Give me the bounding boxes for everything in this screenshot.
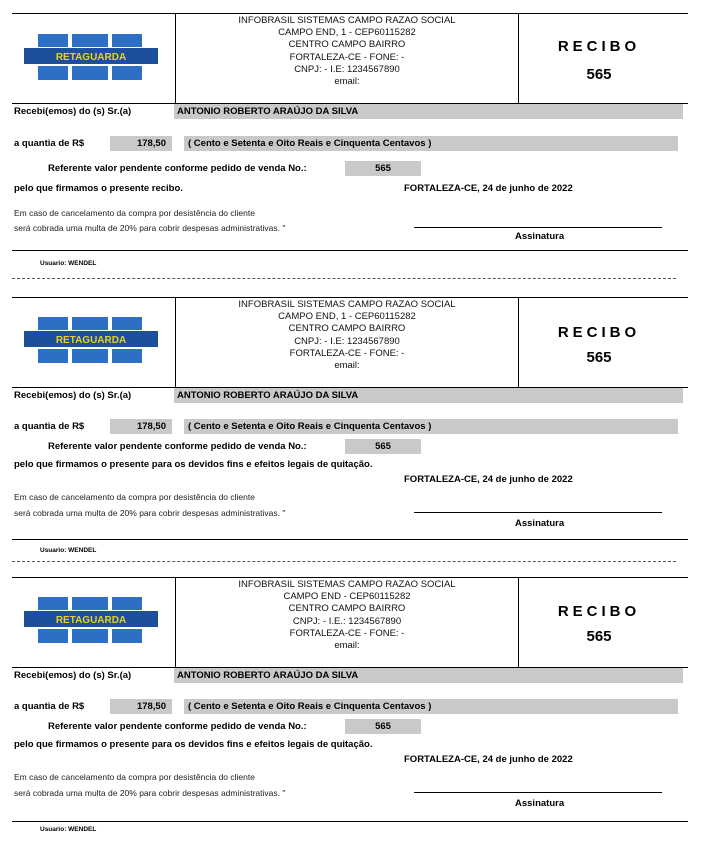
recibo-number: 565 <box>586 628 612 645</box>
company-line: CENTRO CAMPO BAIRRO <box>288 39 406 51</box>
company-line: CNPJ: - I.E.: 1234567890 <box>292 615 402 627</box>
footer-border <box>12 539 688 540</box>
header-divider <box>518 577 519 667</box>
cut-line <box>12 278 676 279</box>
company-line: CENTRO CAMPO BAIRRO <box>288 603 406 615</box>
company-line: CNPJ: - I.E: 1234567890 <box>294 63 400 75</box>
user-label: Usuario: WENDEL <box>40 826 97 833</box>
footer-border <box>12 250 688 251</box>
place-date: FORTALEZA-CE, 24 de junho de 2022 <box>404 754 573 765</box>
company-line: CNPJ: - I.E: 1234567890 <box>294 335 400 347</box>
company-info <box>176 579 518 652</box>
received-from-label: Recebi(emos) do (s) Sr.(a) <box>14 670 132 681</box>
payer-name-field: ANTONIO ROBERTO ARAÚJO DA SILVA <box>174 104 683 119</box>
company-line: email: <box>334 360 360 372</box>
cancel-notice-line1: Em caso de cancelamento da compra por desistência do cliente <box>14 772 255 782</box>
cancel-notice-line2: será cobrada uma multa de 20% para cobrir despesas administrativas. " <box>14 223 286 233</box>
company-line: INFOBRASIL SISTEMAS CAMPO RAZAO SOCIAL <box>238 299 456 310</box>
cancel-notice-line1: Em caso de cancelamento da compra por desistência do cliente <box>14 492 255 502</box>
payer-name-field: ANTONIO ROBERTO ARAÚJO DA SILVA <box>174 668 683 683</box>
retaguarda-logo <box>24 34 164 87</box>
reference-label: Referente valor pendente conforme pedido de venda No.: <box>48 163 307 174</box>
company-line: FORTALEZA-CE - FONE: - <box>289 51 405 63</box>
signature-label: Assinatura <box>515 798 565 809</box>
user-label: Usuario: WENDEL <box>40 547 97 554</box>
recibo-number: 565 <box>586 349 612 366</box>
signature-line <box>414 792 662 793</box>
order-number-field: 565 <box>345 719 421 734</box>
company-line: CAMPO END - CEP60115282 <box>283 591 411 603</box>
user-label: Usuario: WENDEL <box>40 260 97 267</box>
logo-text: RETAGUARDA <box>55 615 127 626</box>
company-line: INFOBRASIL SISTEMAS CAMPO RAZAO SOCIAL <box>238 15 456 26</box>
company-line: FORTALEZA-CE - FONE: - <box>289 347 405 359</box>
header-divider <box>518 13 519 103</box>
recibo-number: 565 <box>586 66 612 83</box>
payer-name-field: ANTONIO ROBERTO ARAÚJO DA SILVA <box>174 388 683 403</box>
header-top-border <box>12 297 688 298</box>
signature-line <box>414 512 662 513</box>
received-from-label: Recebi(emos) do (s) Sr.(a) <box>14 390 132 401</box>
recibo-title: RECIBO <box>557 603 641 620</box>
signature-phrase: pelo que firmamos o presente para os devidos fins e efeitos legais de quitação. <box>14 739 373 750</box>
order-number-field: 565 <box>345 161 421 176</box>
amount-words-field: ( Cento e Setenta e Oito Reais e Cinquenta Centavos ) <box>184 419 678 434</box>
company-line: CAMPO END, 1 - CEP60115282 <box>278 27 416 39</box>
amount-label: a quantia de R$ <box>14 421 85 432</box>
receipt-1 <box>0 0 704 282</box>
header-divider <box>518 297 519 387</box>
reference-label: Referente valor pendente conforme pedido de venda No.: <box>48 721 307 732</box>
recibo-title: RECIBO <box>557 38 641 55</box>
logo-text: RETAGUARDA <box>55 52 127 63</box>
company-line: FORTALEZA-CE - FONE: - <box>289 627 405 639</box>
logo-text: RETAGUARDA <box>55 335 127 346</box>
place-date: FORTALEZA-CE, 24 de junho de 2022 <box>404 183 573 194</box>
retaguarda-logo <box>24 597 164 650</box>
cancel-notice-line2: será cobrada uma multa de 20% para cobrir despesas administrativas. " <box>14 508 286 518</box>
cancel-notice-line2: será cobrada uma multa de 20% para cobrir despesas administrativas. " <box>14 788 286 798</box>
amount-label: a quantia de R$ <box>14 701 85 712</box>
footer-border <box>12 821 688 822</box>
company-line: CAMPO END, 1 - CEP60115282 <box>278 311 416 323</box>
receipt-2 <box>0 282 704 564</box>
signature-line <box>414 227 662 228</box>
amount-label: a quantia de R$ <box>14 138 85 149</box>
company-line: email: <box>334 76 360 88</box>
company-line: CENTRO CAMPO BAIRRO <box>288 323 406 335</box>
received-from-label: Recebi(emos) do (s) Sr.(a) <box>14 106 132 117</box>
header-top-border <box>12 13 688 14</box>
signature-label: Assinatura <box>515 518 565 529</box>
signature-phrase: pelo que firmamos o presente recibo. <box>14 183 183 194</box>
retaguarda-logo <box>24 317 164 370</box>
company-info <box>176 15 518 88</box>
company-line: email: <box>334 640 360 652</box>
order-number-field: 565 <box>345 439 421 454</box>
company-info <box>176 299 518 372</box>
signature-phrase: pelo que firmamos o presente para os devidos fins e efeitos legais de quitação. <box>14 459 373 470</box>
company-line: INFOBRASIL SISTEMAS CAMPO RAZAO SOCIAL <box>238 579 456 590</box>
reference-label: Referente valor pendente conforme pedido de venda No.: <box>48 441 307 452</box>
place-date: FORTALEZA-CE, 24 de junho de 2022 <box>404 474 573 485</box>
receipt-3 <box>0 564 704 852</box>
signature-label: Assinatura <box>515 231 565 242</box>
amount-value-field: 178,50 <box>110 699 172 714</box>
recibo-title: RECIBO <box>557 324 641 341</box>
amount-words-field: ( Cento e Setenta e Oito Reais e Cinquenta Centavos ) <box>184 136 678 151</box>
amount-words-field: ( Cento e Setenta e Oito Reais e Cinquenta Centavos ) <box>184 699 678 714</box>
amount-value-field: 178,50 <box>110 419 172 434</box>
cut-line <box>12 561 676 562</box>
header-top-border <box>12 577 688 578</box>
cancel-notice-line1: Em caso de cancelamento da compra por desistência do cliente <box>14 208 255 218</box>
amount-value-field: 178,50 <box>110 136 172 151</box>
